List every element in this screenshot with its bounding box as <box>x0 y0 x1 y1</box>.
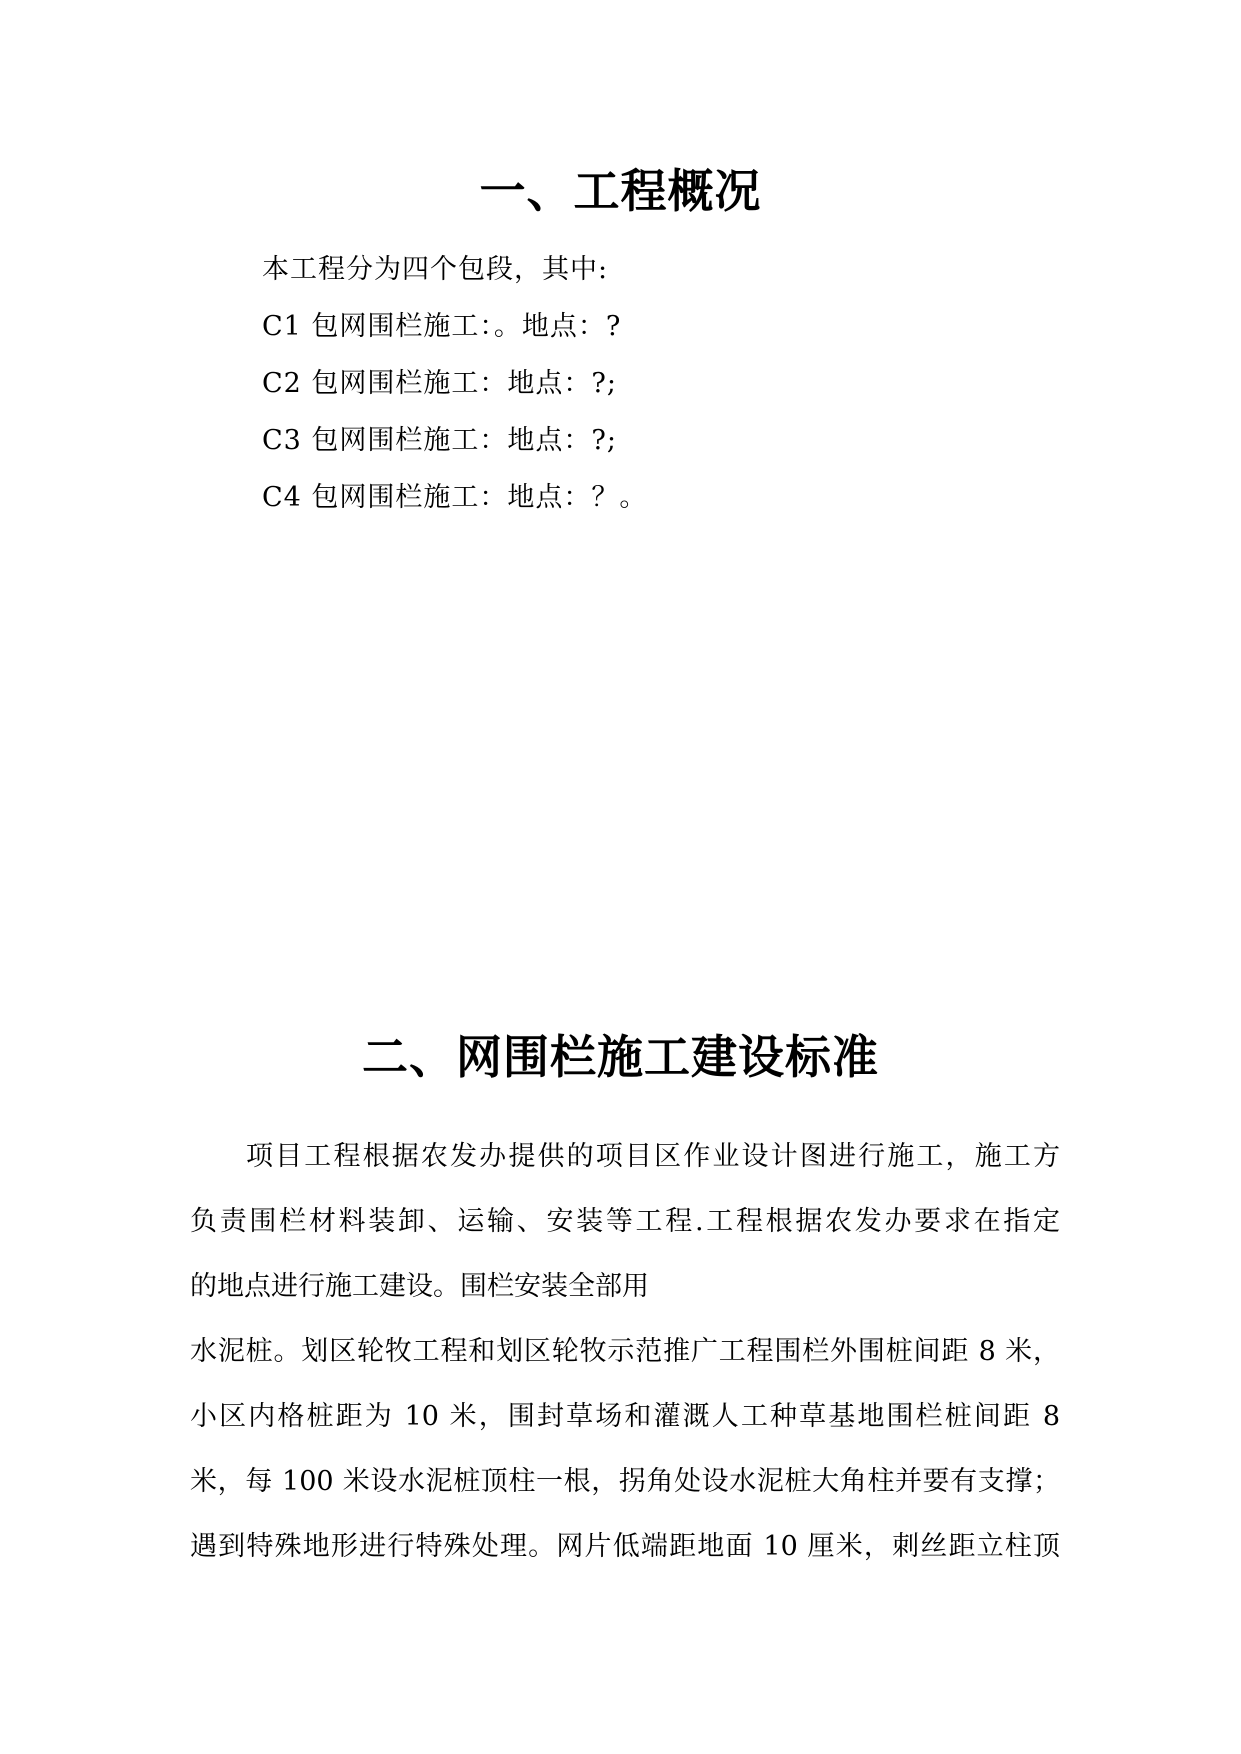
standards-text-line: 的地点进行施工建设。围栏安装全部用 <box>190 1271 649 1302</box>
overview-c3-line: C3 包网围栏施工：地点：?; <box>262 425 617 456</box>
overview-c2-line: C2 包网围栏施工：地点：?; <box>262 368 617 399</box>
overview-intro-line: 本工程分为四个包段，其中: <box>262 254 609 285</box>
standards-text-line: 负责围栏材料装卸、运输、安装等工程.工程根据农发办要求在指定 <box>190 1206 1060 1237</box>
standards-text-line: 小区内格桩距为 10 米，围封草场和灌溉人工种草基地围栏桩间距 8 <box>190 1401 1060 1432</box>
overview-c4-line: C4 包网围栏施工：地点：？。 <box>262 482 648 513</box>
standards-paragraph <box>190 1143 1060 1598</box>
section-heading-project-overview: 一、工程概况 <box>479 164 762 218</box>
standards-text-line: 遇到特殊地形进行特殊处理。网片低端距地面 10 厘米，刺丝距立柱顶 <box>190 1531 1060 1562</box>
section-heading-construction-standards: 二、网围栏施工建设标准 <box>362 1030 879 1084</box>
standards-text-line: 米，每 100 米设水泥桩顶柱一根，拐角处设水泥桩大角柱并要有支撑； <box>190 1466 1060 1497</box>
standards-text-line: 项目工程根据农发办提供的项目区作业设计图进行施工，施工方 <box>246 1141 1060 1172</box>
standards-text-line: 水泥桩。划区轮牧工程和划区轮牧示范推广工程围栏外围桩间距 8 米， <box>190 1336 1060 1367</box>
overview-c1-line: C1 包网围栏施工：。地点：? <box>262 311 622 342</box>
